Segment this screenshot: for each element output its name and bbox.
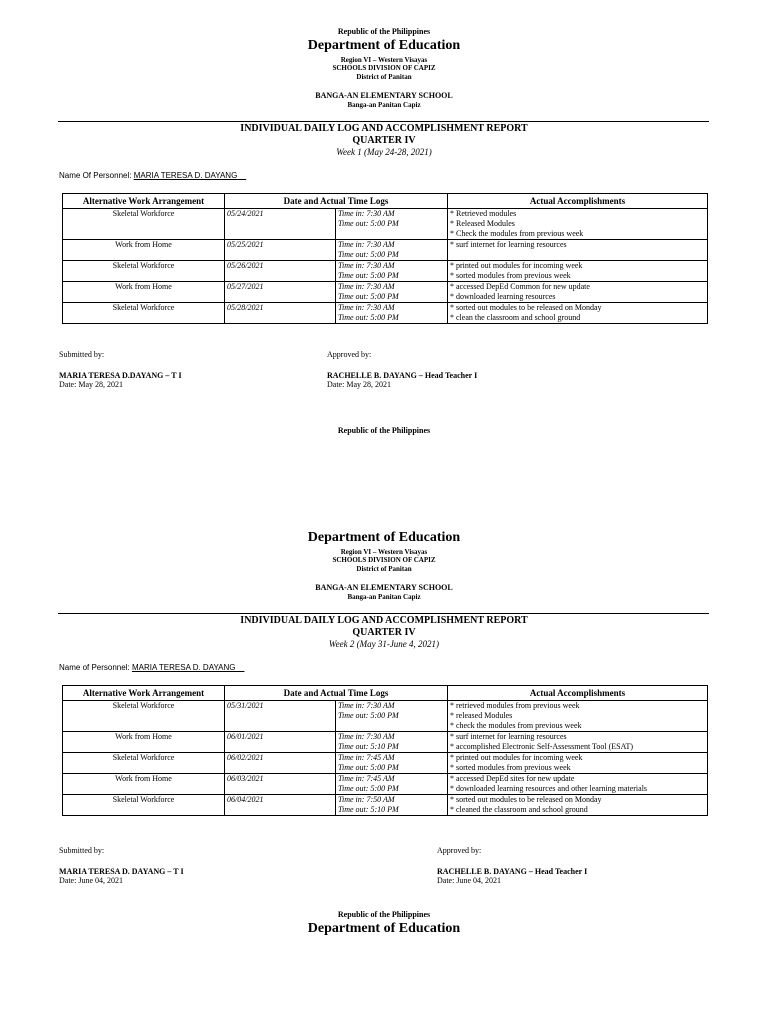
approved-date: Date: May 28, 2021 [327, 380, 391, 389]
submitted-label: Submitted by: [59, 846, 105, 855]
accomplishment-item: * clean the classroom and school ground [450, 313, 581, 322]
accomplishment-item: * sorted modules from previous week [450, 271, 571, 280]
header-district: District of Panitan [356, 565, 412, 573]
cell-date: 06/01/2021 [225, 732, 336, 753]
cell-time-logs [336, 261, 448, 282]
cell-accomplishments [448, 774, 708, 795]
table-row [63, 282, 708, 303]
time-in: Time in: 7:30 AM [338, 282, 395, 291]
cell-accomplishments [448, 732, 708, 753]
time-out: Time out: 5:00 PM [338, 313, 399, 322]
accomplishment-item: * sorted out modules to be released on Monday [450, 303, 602, 312]
log-table [62, 685, 708, 816]
accomplishment-item: * check the modules from previous week [450, 721, 582, 730]
cell-accomplishments [448, 209, 708, 240]
header-department: Department of Education [307, 921, 461, 936]
accomplishment-item: * Check the modules from previous week [450, 229, 584, 238]
accomplishment-item: * retrieved modules from previous week [450, 701, 580, 710]
cell-arrangement: Work from Home [63, 774, 225, 795]
cell-arrangement: Skeletal Workforce [63, 303, 225, 324]
table-row [63, 209, 708, 240]
report-title: INDIVIDUAL DAILY LOG AND ACCOMPLISHMENT REPORT [240, 615, 528, 626]
cell-arrangement: Work from Home [63, 282, 225, 303]
time-in: Time in: 7:50 AM [338, 795, 395, 804]
table-row [63, 774, 708, 795]
header-school: BANGA-AN ELEMENTARY SCHOOL [315, 583, 453, 592]
accomplishment-item: * sorted out modules to be released on Monday [450, 795, 602, 804]
report-week: Week 2 (May 31-June 4, 2021) [328, 639, 440, 649]
time-in: Time in: 7:30 AM [338, 209, 395, 218]
time-in: Time in: 7:30 AM [338, 240, 395, 249]
cell-arrangement: Work from Home [63, 732, 225, 753]
cell-accomplishments [448, 303, 708, 324]
table-row [63, 732, 708, 753]
cell-arrangement: Skeletal Workforce [63, 701, 225, 732]
time-out: Time out: 5:00 PM [338, 763, 399, 772]
table-row [63, 261, 708, 282]
time-out: Time out: 5:00 PM [338, 784, 399, 793]
table-header-row [63, 686, 708, 701]
personnel-name: MARIA TERESA D. DAYANG [131, 663, 236, 672]
header-district: District of Panitan [356, 73, 412, 81]
time-in: Time in: 7:45 AM [338, 774, 395, 783]
time-in: Time in: 7:45 AM [338, 753, 395, 762]
cell-date: 06/03/2021 [225, 774, 336, 795]
accomplishment-item: * printed out modules for incoming week [450, 753, 583, 762]
cell-accomplishments [448, 795, 708, 816]
approved-label: Approved by: [327, 350, 372, 359]
cell-arrangement: Skeletal Workforce [63, 753, 225, 774]
table-row [63, 753, 708, 774]
approved-name: RACHELLE B. DAYANG – Head Teacher I [437, 867, 588, 876]
accomplishment-item: * printed out modules for incoming week [450, 261, 583, 270]
personnel-label: Name Of Personnel: [59, 171, 132, 180]
cell-time-logs [336, 795, 448, 816]
accomplishment-item: * sorted modules from previous week [450, 763, 571, 772]
accomplishment-item: * released Modules [450, 711, 513, 720]
table-row [63, 795, 708, 816]
accomplishment-item: * accessed DepEd sites for new update [450, 774, 575, 783]
header-arrangement: Alternative Work Arrangement [63, 194, 225, 209]
accomplishment-item: * surf internet for learning resources [450, 732, 567, 741]
header-divider [58, 121, 709, 122]
header-division: SCHOOLS DIVISION OF CAPIZ [332, 556, 436, 564]
cell-date: 05/28/2021 [225, 303, 336, 324]
approved-label: Approved by: [437, 846, 482, 855]
header-address: Banga-an Panitan Capiz [347, 593, 421, 601]
submitted-date: Date: June 04, 2021 [59, 876, 123, 885]
cell-time-logs [336, 732, 448, 753]
approved-name: RACHELLE B. DAYANG – Head Teacher I [327, 371, 478, 380]
header-republic: Republic of the Philippines [337, 426, 431, 435]
submitted-label: Submitted by: [59, 350, 105, 359]
cell-date: 06/02/2021 [225, 753, 336, 774]
personnel-line [59, 171, 246, 181]
cell-arrangement: Skeletal Workforce [63, 795, 225, 816]
accomplishment-item: * accessed DepEd Common for new update [450, 282, 590, 291]
accomplishment-item: * downloaded learning resources [450, 292, 556, 301]
cell-arrangement: Skeletal Workforce [63, 261, 225, 282]
cell-time-logs [336, 701, 448, 732]
time-in: Time in: 7:30 AM [338, 701, 395, 710]
cell-accomplishments [448, 701, 708, 732]
report-quarter: QUARTER IV [352, 627, 416, 638]
cell-accomplishments [448, 753, 708, 774]
submitted-name: MARIA TERESA D. DAYANG – T I [59, 867, 184, 876]
header-divider [58, 613, 709, 614]
header-division: SCHOOLS DIVISION OF CAPIZ [332, 64, 436, 72]
cell-time-logs [336, 753, 448, 774]
time-out: Time out: 5:00 PM [338, 711, 399, 720]
cell-date: 05/25/2021 [225, 240, 336, 261]
time-out: Time out: 5:00 PM [338, 292, 399, 301]
header-arrangement: Alternative Work Arrangement [63, 686, 225, 701]
accomplishment-item: * downloaded learning resources and other learning materials [450, 784, 648, 793]
report-quarter: QUARTER IV [352, 135, 416, 146]
cell-time-logs [336, 282, 448, 303]
time-in: Time in: 7:30 AM [338, 732, 395, 741]
accomplishment-item: * Retrieved modules [450, 209, 517, 218]
log-table [62, 193, 708, 324]
header-school: BANGA-AN ELEMENTARY SCHOOL [315, 91, 453, 100]
accomplishment-item: * surf internet for learning resources [450, 240, 567, 249]
cell-arrangement: Work from Home [63, 240, 225, 261]
table-body [63, 209, 708, 324]
header-time-logs: Date and Actual Time Logs [225, 194, 448, 209]
submitted-name: MARIA TERESA D.DAYANG – T I [59, 371, 182, 380]
approved-date: Date: June 04, 2021 [437, 876, 501, 885]
accomplishment-item: * Released Modules [450, 219, 515, 228]
time-out: Time out: 5:00 PM [338, 219, 399, 228]
cell-time-logs [336, 209, 448, 240]
time-out: Time out: 5:00 PM [338, 250, 399, 259]
time-in: Time in: 7:30 AM [338, 261, 395, 270]
cell-accomplishments [448, 240, 708, 261]
personnel-label: Name of Personnel: [59, 663, 130, 672]
cell-arrangement: Skeletal Workforce [63, 209, 225, 240]
table-row [63, 240, 708, 261]
header-region: Region VI – Western Visayas [340, 56, 428, 64]
cell-accomplishments [448, 282, 708, 303]
cell-date: 05/31/2021 [225, 701, 336, 732]
accomplishment-item: * accomplished Electronic Self-Assessment Tool (ESAT) [450, 742, 634, 751]
time-out: Time out: 5:10 PM [338, 742, 399, 751]
header-department: Department of Education [307, 530, 461, 545]
header-region: Region VI – Western Visayas [340, 548, 428, 556]
time-out: Time out: 5:10 PM [338, 805, 399, 814]
cell-time-logs [336, 240, 448, 261]
header-department: Department of Education [307, 38, 461, 53]
header-republic: Republic of the Philippines [337, 27, 431, 36]
personnel-name: MARIA TERESA D. DAYANG [133, 171, 238, 180]
cell-date: 05/26/2021 [225, 261, 336, 282]
cell-accomplishments [448, 261, 708, 282]
cell-time-logs [336, 303, 448, 324]
accomplishment-item: * cleaned the classroom and school ground [450, 805, 588, 814]
header-accomplishments: Actual Accomplishments [448, 686, 708, 701]
report-week: Week 1 (May 24-28, 2021) [336, 147, 432, 157]
table-row [63, 303, 708, 324]
cell-date: 05/27/2021 [225, 282, 336, 303]
personnel-line [59, 663, 244, 673]
table-body [63, 701, 708, 816]
header-address: Banga-an Panitan Capiz [347, 101, 421, 109]
header-accomplishments: Actual Accomplishments [448, 194, 708, 209]
header-time-logs: Date and Actual Time Logs [225, 686, 448, 701]
report-title: INDIVIDUAL DAILY LOG AND ACCOMPLISHMENT REPORT [240, 123, 528, 134]
cell-date: 05/24/2021 [225, 209, 336, 240]
time-out: Time out: 5:00 PM [338, 271, 399, 280]
submitted-date: Date: May 28, 2021 [59, 380, 123, 389]
header-republic: Republic of the Philippines [337, 910, 431, 919]
cell-date: 06/04/2021 [225, 795, 336, 816]
time-in: Time in: 7:30 AM [338, 303, 395, 312]
cell-time-logs [336, 774, 448, 795]
table-header-row [63, 194, 708, 209]
table-row [63, 701, 708, 732]
